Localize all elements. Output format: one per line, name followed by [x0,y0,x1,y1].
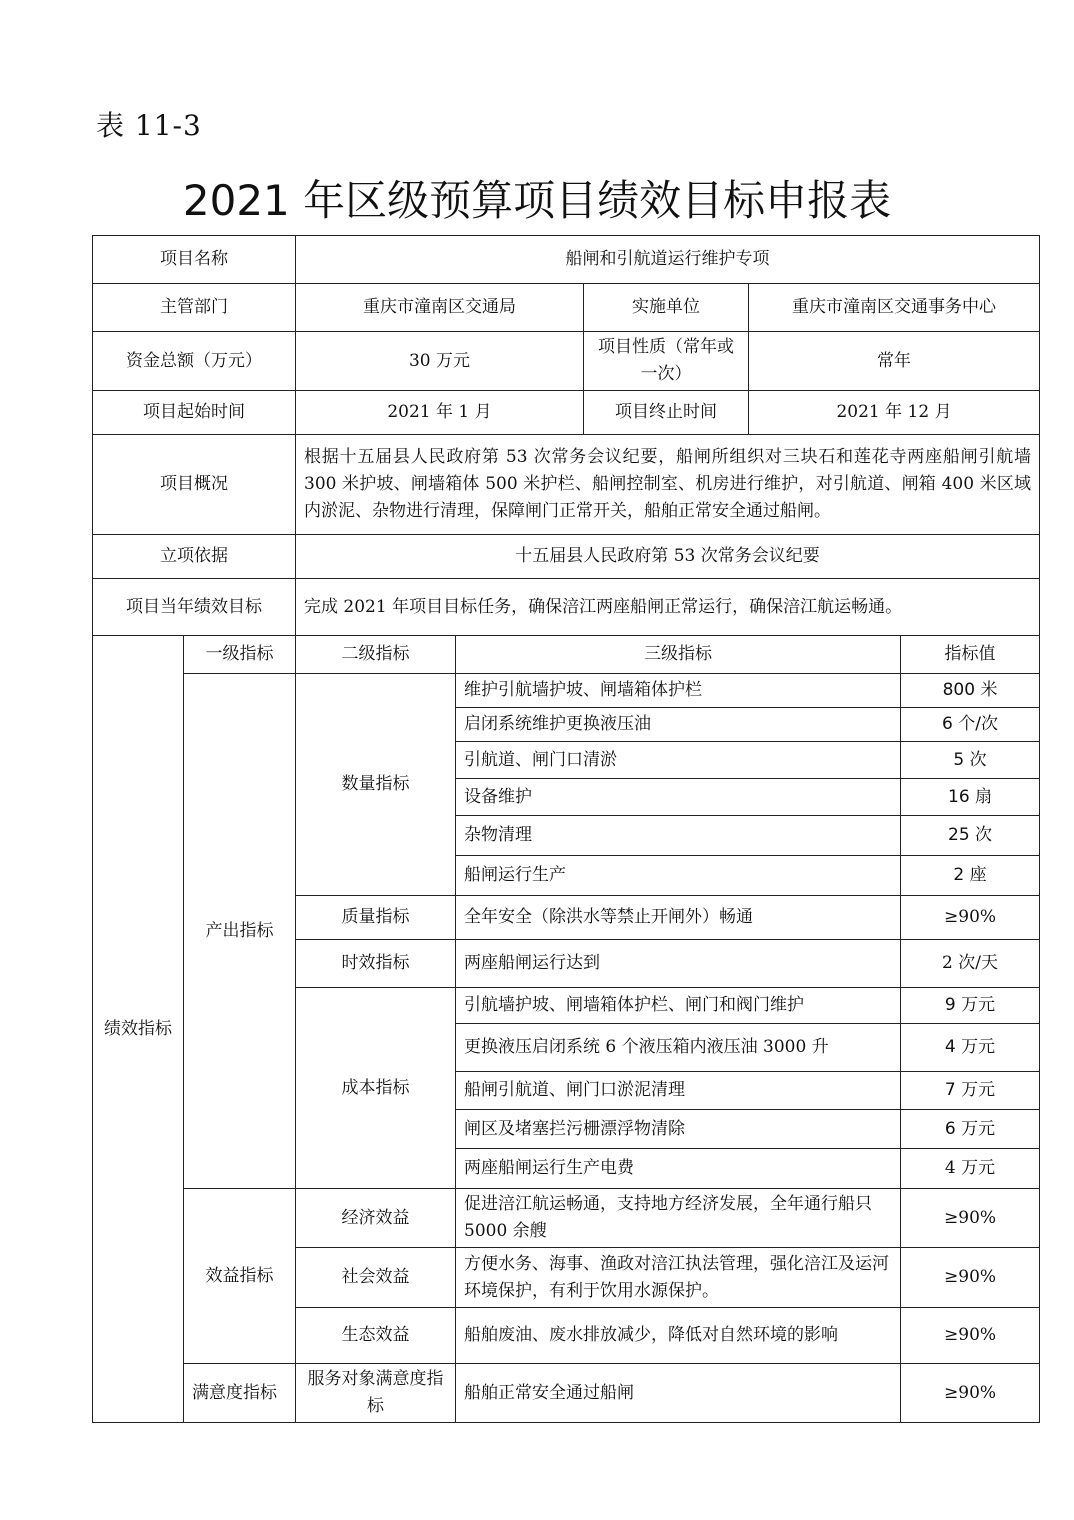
service-satisfaction-label: 服务对象满意度指标 [296,1364,456,1423]
end-label: 项目终止时间 [584,391,749,435]
indicator-name: 引航道、闸门口清淤 [456,742,901,779]
row-project-name [93,236,1040,284]
indicator-name: 全年安全（除洪水等禁止开闸外）畅通 [456,896,901,940]
dept-value: 重庆市潼南区交通局 [296,284,584,332]
indicator-value: ≥90% [901,1364,1040,1423]
indicator-name: 维护引航墙护坡、闸墙箱体护栏 [456,674,901,708]
funds-value: 30 万元 [296,332,584,391]
indicator-value: ≥90% [901,896,1040,940]
cost-indicator-label: 成本指标 [296,988,456,1189]
perf-indicator-label: 绩效指标 [93,636,184,1423]
indicator-name: 方便水务、海事、渔政对涪江执法管理，强化涪江及运河环境保护，有利于饮用水源保护。 [456,1248,901,1308]
indicator-name: 两座船闸运行达到 [456,940,901,988]
row-overview [93,435,1040,535]
table-number: 表 11-3 [96,109,202,142]
basis-value: 十五届县人民政府第 53 次常务会议纪要 [296,535,1040,579]
table-row [93,1189,1040,1248]
indicator-value: 7 万元 [901,1072,1040,1110]
indicator-name: 船舶废油、废水排放减少，降低对自然环境的影响 [456,1308,901,1364]
indicator-name: 启闭系统维护更换液压油 [456,708,901,742]
indicator-name: 船舶正常安全通过船闸 [456,1364,901,1423]
indicator-header-row [93,636,1040,674]
indicator-value: 25 次 [901,816,1040,856]
nature-value: 常年 [749,332,1040,391]
row-basis [93,535,1040,579]
header-level3: 三级指标 [456,636,901,674]
row-goal [93,579,1040,636]
performance-form [92,235,1040,1423]
indicator-value: 4 万元 [901,1024,1040,1072]
indicator-value: 6 个/次 [901,708,1040,742]
document-title: 2021 年区级预算项目绩效目标申报表 [182,176,892,225]
row-funds [93,332,1040,391]
impl-label: 实施单位 [584,284,749,332]
header-level2: 二级指标 [296,636,456,674]
row-period [93,391,1040,435]
start-value: 2021 年 1 月 [296,391,584,435]
basis-label: 立项依据 [93,535,296,579]
time-indicator-label: 时效指标 [296,940,456,988]
indicator-value: 2 座 [901,856,1040,896]
indicator-value: 16 扇 [901,779,1040,816]
row-department [93,284,1040,332]
indicator-value: ≥90% [901,1189,1040,1248]
indicator-value: ≥90% [901,1248,1040,1308]
nature-label: 项目性质（常年或一次） [584,332,749,391]
header-value: 指标值 [901,636,1040,674]
indicator-value: ≥90% [901,1308,1040,1364]
indicator-value: 6 万元 [901,1110,1040,1149]
indicator-name: 船闸引航道、闸门口淤泥清理 [456,1072,901,1110]
output-indicator-label: 产出指标 [184,674,296,1189]
funds-label: 资金总额（万元） [93,332,296,391]
goal-text: 完成 2021 年项目目标任务，确保涪江两座船闸正常运行，确保涪江航运畅通。 [296,579,1040,636]
table-row [93,674,1040,708]
indicator-name: 闸区及堵塞拦污栅漂浮物清除 [456,1110,901,1149]
eco-benefit-label: 生态效益 [296,1308,456,1364]
indicator-name: 引航墙护坡、闸墙箱体护栏、闸门和阀门维护 [456,988,901,1024]
indicator-value: 800 米 [901,674,1040,708]
overview-text: 根据十五届县人民政府第 53 次常务会议纪要，船闸所组织对三块石和莲花寺两座船闸引航墙 300 米护坡、闸墙箱体 500 米护栏、船闸控制室、机房进行维护，对引航道、闸箱 400 米区域内淤泥、杂物进行清理，保障闸门正常开关，船舶正常安全通过船闸。 [296,435,1040,535]
indicator-name: 杂物清理 [456,816,901,856]
satisfaction-indicator-label: 满意度指标 [184,1364,296,1423]
project-name-label: 项目名称 [93,236,296,284]
indicator-name: 促进涪江航运畅通，支持地方经济发展，全年通行船只 5000 余艘 [456,1189,901,1248]
benefit-indicator-label: 效益指标 [184,1189,296,1364]
indicator-name: 更换液压启闭系统 6 个液压箱内液压油 3000 升 [456,1024,901,1072]
indicator-name: 设备维护 [456,779,901,816]
social-benefit-label: 社会效益 [296,1248,456,1308]
indicator-value: 2 次/天 [901,940,1040,988]
quality-indicator-label: 质量指标 [296,896,456,940]
indicator-value: 5 次 [901,742,1040,779]
indicator-name: 两座船闸运行生产电费 [456,1149,901,1189]
start-label: 项目起始时间 [93,391,296,435]
dept-label: 主管部门 [93,284,296,332]
indicator-value: 9 万元 [901,988,1040,1024]
indicator-value: 4 万元 [901,1149,1040,1189]
economic-benefit-label: 经济效益 [296,1189,456,1248]
indicator-name: 船闸运行生产 [456,856,901,896]
goal-label: 项目当年绩效目标 [93,579,296,636]
end-value: 2021 年 12 月 [749,391,1040,435]
impl-value: 重庆市潼南区交通事务中心 [749,284,1040,332]
quantity-indicator-label: 数量指标 [296,674,456,896]
project-name-value: 船闸和引航道运行维护专项 [296,236,1040,284]
overview-label: 项目概况 [93,435,296,535]
table-row [93,1364,1040,1423]
header-level1: 一级指标 [184,636,296,674]
